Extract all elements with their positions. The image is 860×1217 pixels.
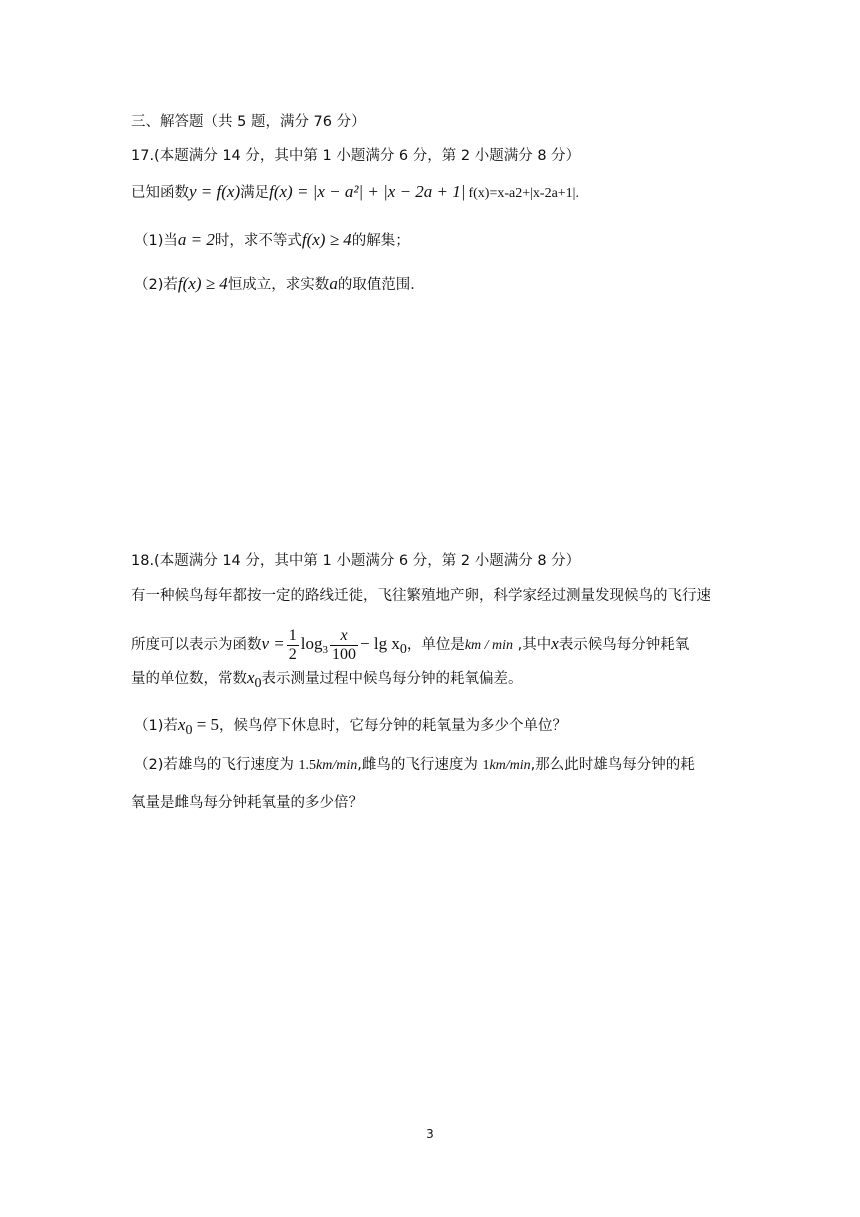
section-header: 三、解答题（共 5 题，满分 76 分） [131,114,366,130]
var-x: x [551,634,559,653]
q17-part1-suffix: 的解集； [351,233,410,249]
q18-line2 [131,624,689,670]
formula-frac-x100 [330,627,358,664]
q18-part2-v2: 1 [482,758,490,773]
q18-part1 [134,715,567,741]
frac-half-num: 1 [288,626,297,644]
q17-stem-duplicate: f(x)=x-a2+|x-2a+1|. [468,186,579,201]
q18-line1: 有一种候鸟每年都按一定的路线迁徙，飞往繁殖地产卵，科学家经过测量发现候鸟的飞行速 [131,588,711,604]
q17-header: 17.(本题满分 14 分，其中第 1 小题满分 6 分，第 2 小题满分 8 分） [131,148,581,164]
q18-line3-suffix: 表示测量过程中候鸟每分钟的耗氧偏差。 [261,671,523,687]
x0-base: x [247,668,255,687]
formula-tail-sub: 0 [399,641,407,657]
q17-stem-mid: 满足 [240,185,270,201]
q17-stem-func: y = f(x) [189,182,241,201]
q18-line2-mid2: ,其中 [513,637,552,653]
formula-lhs: v = [261,634,285,653]
q18-line3 [131,668,523,694]
q18-part2-v1: 1.5 [298,758,316,773]
x0-sub: 0 [254,675,262,691]
q18-part2-c: ,那么此时雄鸟每分钟的耗 [530,757,695,773]
page-number: 3 [426,1127,434,1141]
q18-header: 18.(本题满分 14 分，其中第 1 小题满分 6 分，第 2 小题满分 8 分） [131,553,581,569]
q18-line2-suffix: 表示候鸟每分钟耗氧 [558,637,690,653]
frac-x-num: x [330,627,358,646]
q17-part2-mid: 恒成立，求实数 [227,277,330,293]
formula-log-base: 3 [322,643,329,656]
q17-part1-prefix: （1)当 [134,233,178,249]
formula-frac-half [287,627,299,664]
q18-part1-cond-base: x [177,715,186,734]
q17-part1 [134,230,410,251]
q18-part1-suffix: ，候鸟停下休息时，它每分钟的耗氧量为多少个单位？ [219,718,568,734]
q17-part2-ineq: f(x) ≥ 4 [177,274,228,293]
formula-tail: − lg x [360,634,400,653]
q18-part2-u2: km/min [489,758,531,773]
q18-part1-cond-rest: = 5 [192,715,220,734]
q18-part2-u1: km/min [316,758,358,773]
q17-part1-cond: a = 2 [177,230,215,249]
q17-stem-formula: f(x) = |x − a²| + |x − 2a + 1| [269,182,466,201]
unit-km-min: km / min [464,638,514,653]
q18-line2-prefix: 所度可以表示为函数 [131,637,262,653]
q17-stem-prefix: 已知函数 [131,185,189,201]
q18-part2-b: ,雌鸟的飞行速度为 [357,757,483,773]
q18-part2-line1 [134,755,695,776]
q17-stem [131,182,579,204]
q18-part2-a: （2)若雄鸟的飞行速度为 [134,757,299,773]
q18-line2-mid: ，单位是 [406,637,465,653]
q18-part1-cond-sub: 0 [185,722,193,738]
formula-log: log [300,634,323,653]
q17-part1-mid: 时，求不等式 [214,233,302,249]
frac-100-den: 100 [332,645,357,663]
q18-line3-prefix: 量的单位数，常数 [131,671,247,687]
q17-part2-var: a [329,274,338,293]
q17-part2 [134,274,425,295]
q17-part1-ineq: f(x) ≥ 4 [301,230,352,249]
q18-part1-prefix: （1)若 [134,718,178,734]
frac-half-den: 2 [288,645,297,663]
q17-part2-prefix: （2)若 [134,277,178,293]
q18-part2-line2: 氧量是雌鸟每分钟耗氧量的多少倍？ [131,795,363,811]
q17-part2-suffix: 的取值范围． [337,277,425,293]
